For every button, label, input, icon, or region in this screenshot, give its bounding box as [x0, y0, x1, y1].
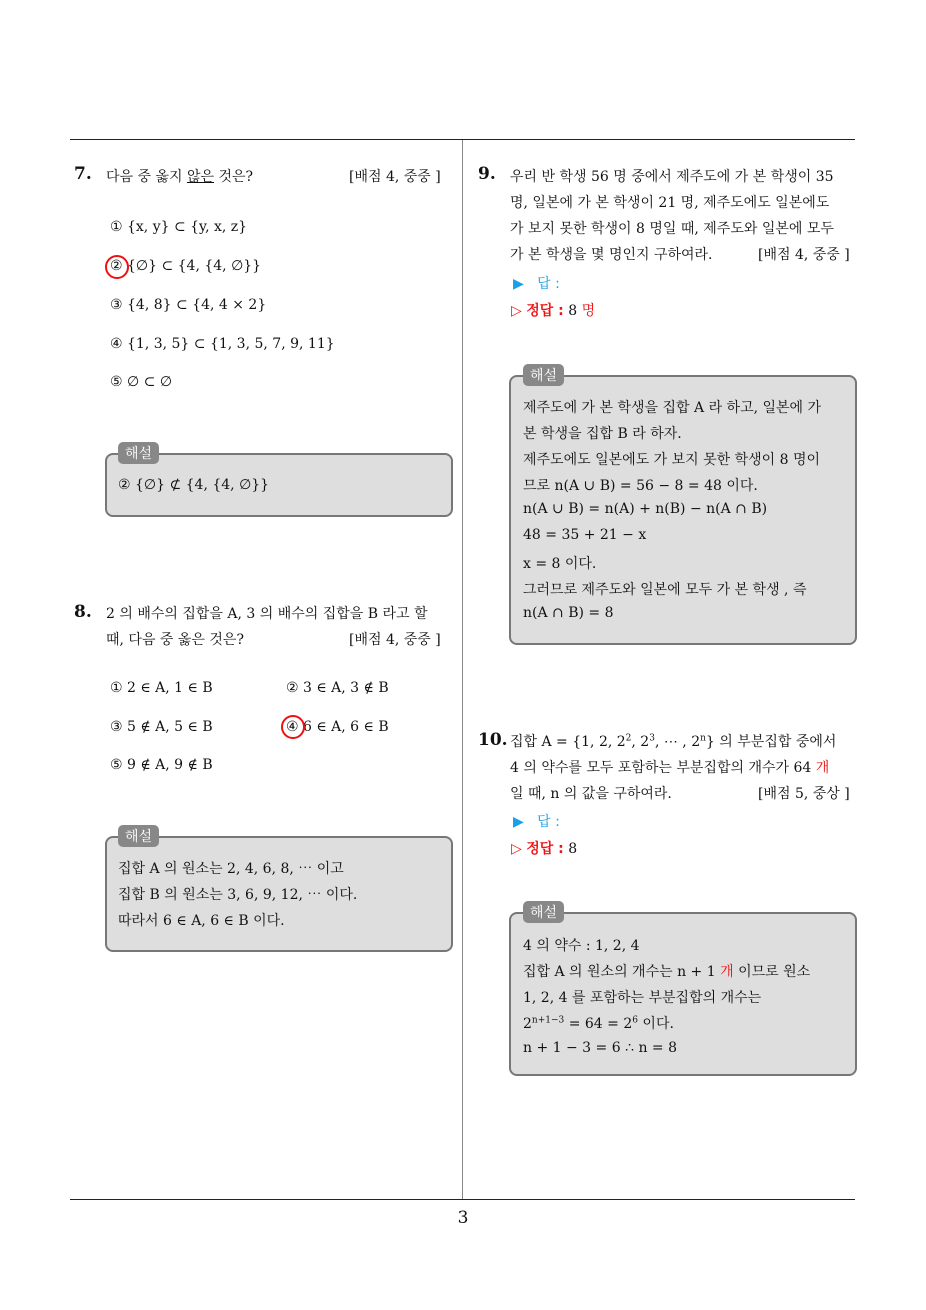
q10-correct-answer — [511, 838, 577, 858]
column-divider — [462, 140, 463, 1200]
q10-solution-line-5: n + 1 − 3 = 6 ∴ n = 8 — [523, 1040, 677, 1056]
page-number: 3 — [457, 1208, 469, 1228]
q7-underlined-word: 않은 — [186, 169, 215, 185]
q9-correct-unit: 명 — [581, 303, 596, 319]
q10-question-line-3: 일 때, n 의 값을 구하여라. — [510, 786, 672, 802]
q8-score: [배점 4, 중중 ] — [349, 632, 441, 648]
q10-solution-tag: 해설 — [523, 901, 564, 923]
q7-solution-tag: 해설 — [118, 442, 159, 464]
q8-question-line-2: 때, 다음 중 옳은 것은? — [106, 632, 244, 648]
q9-solution-line-3: 제주도에도 일본에도 가 보지 못한 학생이 8 명이 — [523, 452, 821, 468]
q10-question-line-2: 4 의 약수를 모두 포함하는 부분집합의 개수가 64 개 — [510, 760, 830, 776]
q10-solution-line-1: 4 의 약수 : 1, 2, 4 — [523, 938, 640, 954]
q8-solution-line-3: 따라서 6 ∈ A, 6 ∈ B 이다. — [118, 913, 285, 929]
q9-solution-line-9: n(A ∩ B) = 8 — [523, 605, 614, 621]
q9-answer-label: 답 : — [537, 276, 560, 292]
q9-solution-line-4: 므로 n(A ∪ B) = 56 − 8 = 48 이다. — [523, 478, 758, 494]
q7-choice-1[interactable]: ① {x, y} ⊂ {y, x, z} — [110, 219, 248, 235]
q9-correct-answer — [511, 300, 595, 320]
q7-question: 다음 중 옳지 않은 것은? — [106, 169, 254, 185]
q8-choice-4[interactable]: ④ 6 ∈ A, 6 ∈ B — [286, 719, 389, 735]
q8-solution-line-1: 집합 A 의 원소는 2, 4, 6, 8, ⋯ 이고 — [118, 861, 344, 877]
q8-solution-tag: 해설 — [118, 825, 159, 847]
q7-score: [배점 4, 중중 ] — [349, 169, 441, 185]
q9-solution-line-5: n(A ∪ B) = n(A) + n(B) − n(A ∩ B) — [523, 501, 768, 517]
q7-number: 7. — [74, 164, 92, 184]
q7-choice-4[interactable]: ④ {1, 3, 5} ⊂ {1, 3, 5, 7, 9, 11} — [110, 336, 335, 352]
q9-solution-tag: 해설 — [523, 364, 564, 386]
q10-answer-row[interactable] — [513, 811, 560, 831]
q9-solution-line-6: 48 = 35 + 21 − x — [523, 527, 647, 543]
q10-solution-line-4: $2^{n+1-3} = 64 = 2^6$ 이다. — [523, 1015, 674, 1032]
q9-correct-label: 정답 : — [526, 303, 564, 319]
q9-question-line-4: 가 본 학생을 몇 명인지 구하여라. — [510, 247, 713, 263]
q10-correct-value: 8 — [568, 841, 578, 857]
q9-solution-line-2: 본 학생을 집합 B 라 하자. — [523, 426, 682, 442]
q9-question-line-2: 명, 일본에 가 본 학생이 21 명, 제주도에도 일본에도 — [510, 195, 830, 211]
q7-solution-line: ② {∅} ⊄ {4, {4, ∅}} — [118, 477, 270, 493]
q8-solution-line-2: 집합 B 의 원소는 3, 6, 9, 12, ⋯ 이다. — [118, 887, 358, 903]
q9-answer-arrow-icon: ▶ — [513, 276, 524, 292]
q9-solution-line-7: x = 8 이다. — [523, 556, 597, 572]
q9-correct-value: 8 — [568, 303, 578, 319]
q10-solution-line-2: 집합 A 의 원소의 개수는 n + 1 개 이므로 원소 — [523, 964, 811, 980]
q8-choice-1[interactable]: ① 2 ∈ A, 1 ∈ B — [110, 680, 213, 696]
q8-choice-2[interactable]: ② 3 ∈ A, 3 ∉ B — [286, 680, 389, 696]
q7-answer-mark-icon — [105, 255, 129, 279]
q10-solution-line-3: 1, 2, 4 를 포함하는 부분집합의 개수는 — [523, 990, 762, 1006]
bottom-rule — [70, 1199, 855, 1200]
q10-question-line-1: 집합 A = {1, 2, $2^2$, $2^3$, ⋯ , 2$^n$} 의 부분집합 중에서 — [510, 733, 837, 750]
q8-question-line-1: 2 의 배수의 집합을 A, 3 의 배수의 집합을 B 라고 할 — [106, 606, 428, 622]
q9-correct-arrow-icon: ▷ — [511, 303, 522, 319]
q7-choice-2[interactable]: ② {∅} ⊂ {4, {4, ∅}} — [110, 258, 262, 274]
q9-solution-line-1: 제주도에 가 본 학생을 집합 A 라 하고, 일본에 가 — [523, 400, 822, 416]
q9-number: 9. — [478, 164, 496, 184]
q10-answer-arrow-icon: ▶ — [513, 814, 524, 830]
q7-choice-3[interactable]: ③ {4, 8} ⊂ {4, 4 × 2} — [110, 297, 267, 313]
q9-solution-line-8: 그러므로 제주도와 일본에 모두 가 본 학생 , 즉 — [523, 582, 807, 598]
q10-correct-label: 정답 : — [526, 841, 564, 857]
q9-question-line-1: 우리 반 학생 56 명 중에서 제주도에 가 본 학생이 35 — [510, 169, 834, 185]
q10-correct-arrow-icon: ▷ — [511, 841, 522, 857]
q10-number: 10. — [478, 730, 508, 750]
q7-choice-5[interactable]: ⑤ ∅ ⊂ ∅ — [110, 374, 173, 390]
q10-answer-label: 답 : — [537, 814, 560, 830]
q8-choice-5[interactable]: ⑤ 9 ∉ A, 9 ∉ B — [110, 757, 213, 773]
q8-choice-3[interactable]: ③ 5 ∉ A, 5 ∈ B — [110, 719, 213, 735]
q8-answer-mark-icon — [281, 715, 305, 739]
q9-answer-row[interactable] — [513, 273, 560, 293]
q9-score: [배점 4, 중중 ] — [758, 247, 850, 263]
q9-question-line-3: 가 보지 못한 학생이 8 명일 때, 제주도와 일본에 모두 — [510, 221, 834, 237]
q8-number: 8. — [74, 602, 92, 622]
q10-score: [배점 5, 중상 ] — [758, 786, 850, 802]
